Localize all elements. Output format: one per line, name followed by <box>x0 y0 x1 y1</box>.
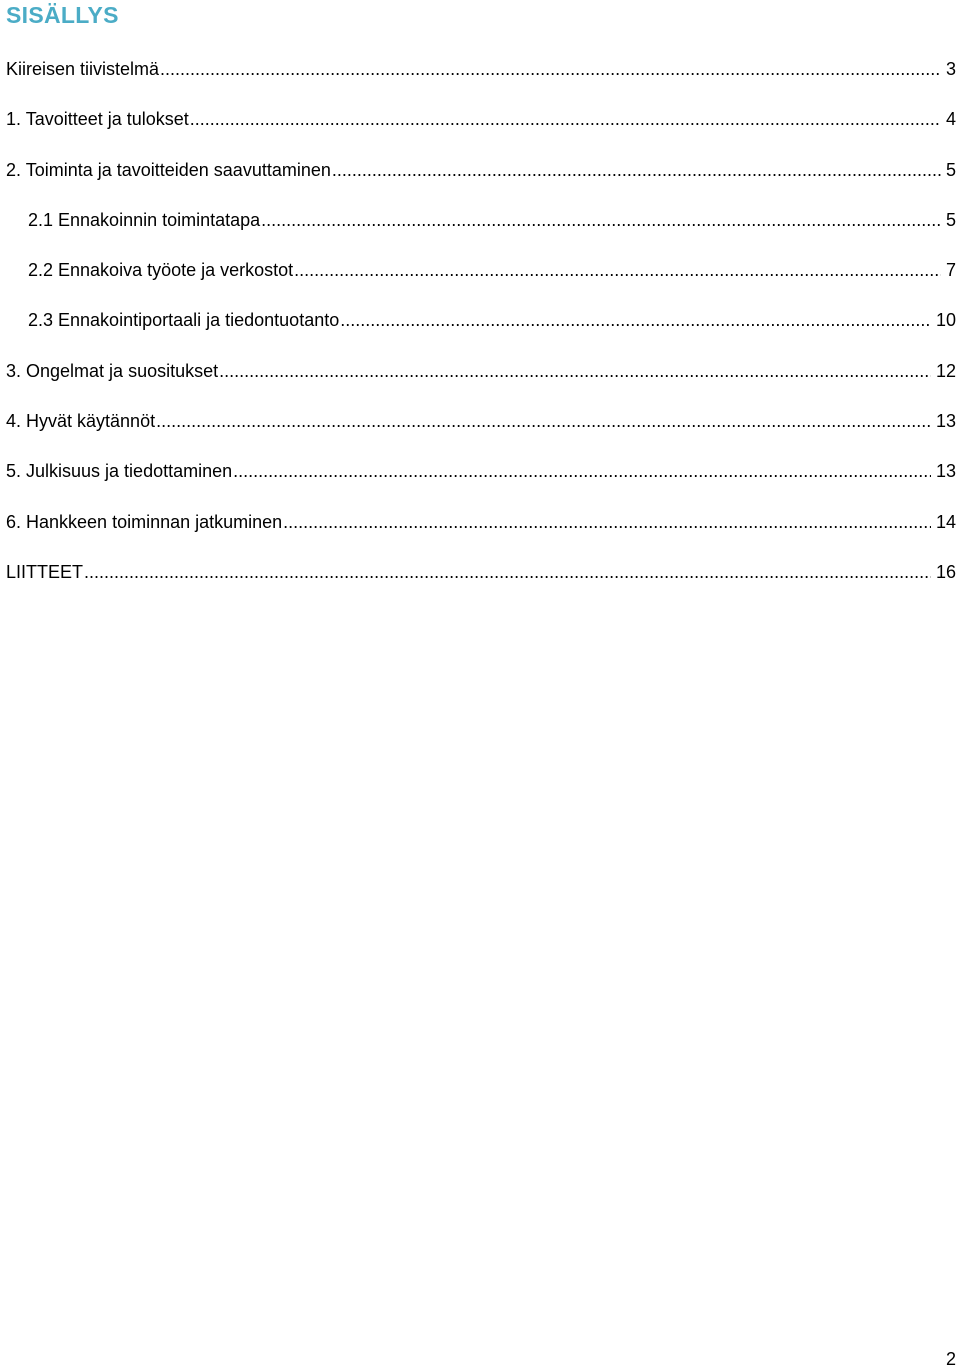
toc-entry-title: Kiireisen tiivistelmä <box>6 59 160 79</box>
toc-entry-title: 2.2 Ennakoiva työote ja verkostot <box>28 260 294 281</box>
toc-dot-leader <box>261 205 941 235</box>
toc-heading: SISÄLLYS <box>6 2 119 28</box>
toc-entry-page: 3 <box>945 59 956 79</box>
table-of-contents <box>0 54 960 607</box>
toc-dot-leader <box>233 456 931 486</box>
toc-entry-page: 10 <box>935 310 956 331</box>
toc-entry-hyvat-kaytannot[interactable] <box>0 406 960 456</box>
toc-entry-page: 4 <box>945 109 956 130</box>
page-number: 2 <box>945 1349 956 1369</box>
toc-entry-title: 3. Ongelmat ja suositukset <box>6 360 219 381</box>
toc-dot-leader <box>340 305 931 335</box>
toc-entry-ongelmat[interactable] <box>0 356 960 406</box>
toc-entry-liitteet[interactable] <box>0 557 960 607</box>
toc-entry-title: 4. Hyvät käytännöt <box>6 411 156 432</box>
toc-entry-page: 7 <box>945 260 956 281</box>
toc-entry-title: 5. Julkisuus ja tiedottaminen <box>6 461 233 482</box>
toc-dot-leader <box>332 155 941 185</box>
toc-dot-leader <box>160 54 941 84</box>
toc-entry-title: 6. Hankkeen toiminnan jatkuminen <box>6 511 283 532</box>
toc-entry-page: 13 <box>935 461 956 482</box>
toc-entry-jatkuminen[interactable] <box>0 507 960 557</box>
toc-entry-ennakoiva-tyoote[interactable] <box>0 255 960 305</box>
toc-entry-toiminta[interactable] <box>0 155 960 205</box>
toc-entry-page: 12 <box>935 360 956 381</box>
toc-dot-leader <box>219 356 931 386</box>
toc-dot-leader <box>283 507 931 537</box>
toc-entry-title: LIITTEET <box>6 561 84 582</box>
toc-dot-leader <box>190 104 941 134</box>
toc-entry-ennakoinnin-toimintatapa[interactable] <box>0 205 960 255</box>
toc-entry-page: 16 <box>935 561 956 582</box>
toc-entry-title: 2.3 Ennakointiportaali ja tiedontuotanto <box>28 310 340 331</box>
toc-entry-title: 2.1 Ennakoinnin toimintatapa <box>28 209 261 230</box>
toc-dot-leader <box>84 557 931 587</box>
toc-dot-leader <box>294 255 941 285</box>
toc-entry-page: 5 <box>945 159 956 180</box>
toc-entry-page: 14 <box>935 511 956 532</box>
toc-entry-title: 1. Tavoitteet ja tulokset <box>6 109 189 130</box>
toc-entry-julkisuus[interactable] <box>0 456 960 506</box>
toc-entry-page: 13 <box>935 411 956 432</box>
toc-entry-ennakointiportaali[interactable] <box>0 305 960 355</box>
toc-entry-title: 2. Toiminta ja tavoitteiden saavuttaminen <box>6 159 331 180</box>
toc-entry-tavoitteet-ja-tulokset[interactable] <box>0 104 960 154</box>
toc-dot-leader <box>156 406 931 436</box>
toc-entry-page: 5 <box>945 209 956 230</box>
toc-entry-kiireisen-tiivistelma[interactable] <box>0 54 960 104</box>
